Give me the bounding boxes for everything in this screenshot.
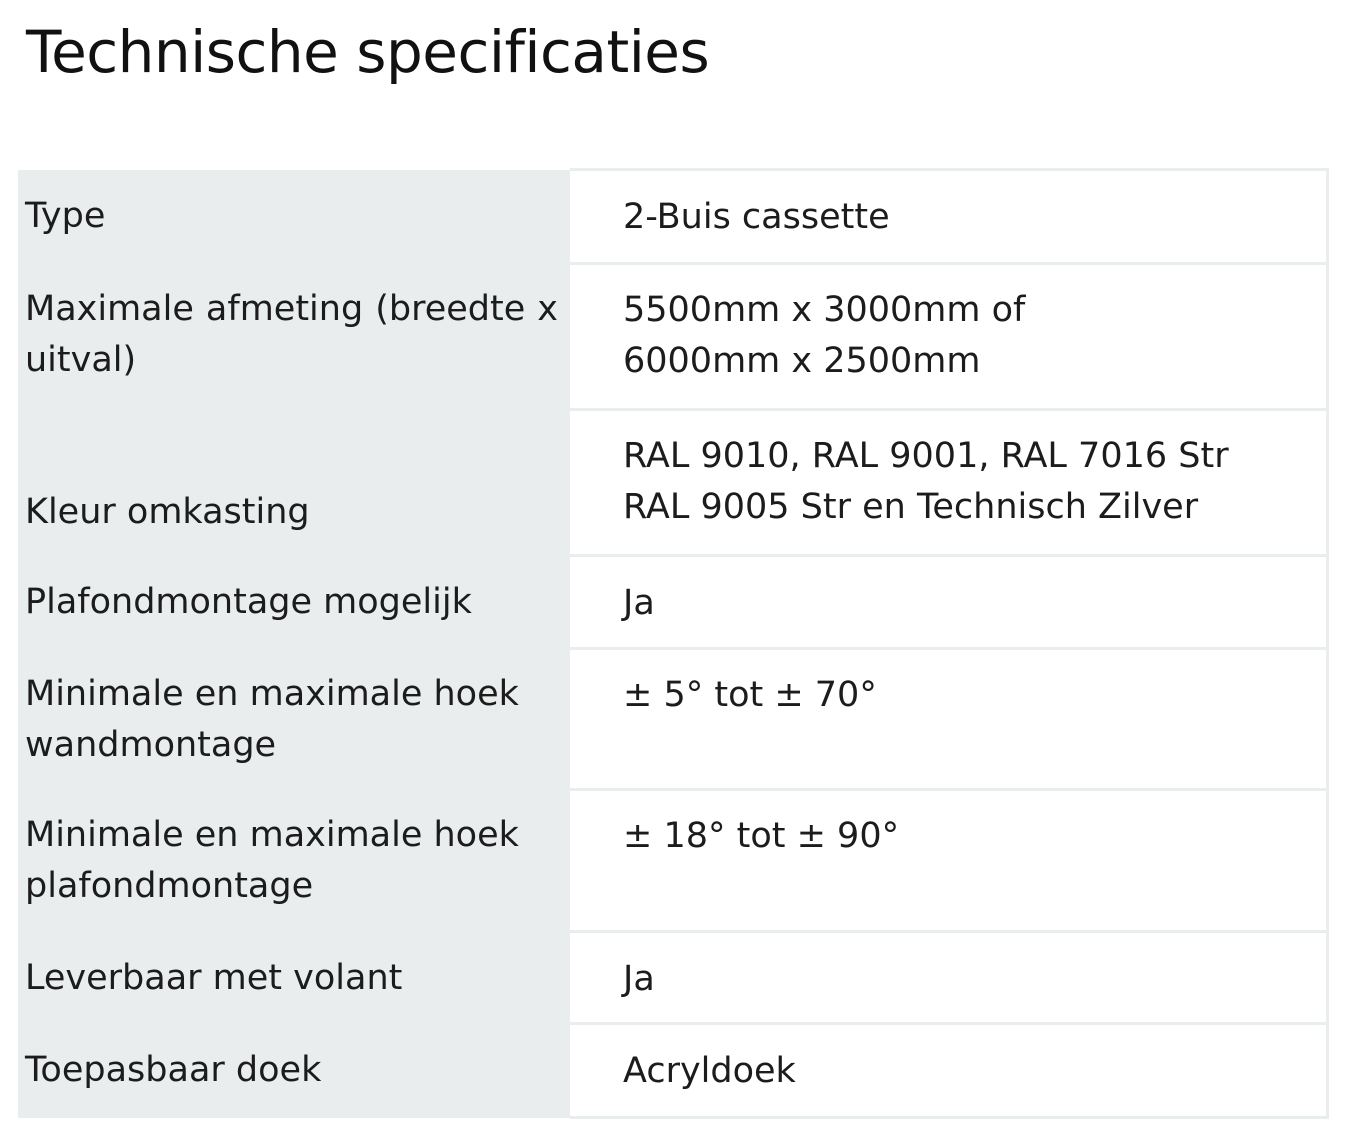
spec-row-ceiling-mount	[18, 556, 1327, 649]
spec-label-cell	[18, 410, 571, 556]
spec-row-dimensions	[18, 264, 1327, 410]
spec-row-valance	[18, 932, 1327, 1024]
spec-value-cell	[571, 264, 1327, 410]
spec-label: Kleur omkasting	[25, 491, 310, 532]
spec-value: ± 5° tot ± 70°	[623, 675, 877, 715]
spec-value-cell	[571, 170, 1327, 264]
spec-value: 2-Buis cassette	[623, 197, 890, 237]
page-title: Technische specificaties	[26, 18, 710, 86]
spec-value: 5500mm x 3000mm of 6000mm x 2500mm	[623, 290, 1026, 381]
spec-value: ± 18° tot ± 90°	[623, 816, 900, 856]
spec-label: Leverbaar met volant	[25, 957, 403, 998]
spec-row-fabric	[18, 1024, 1327, 1118]
spec-value-cell	[571, 556, 1327, 649]
spec-label-cell	[18, 264, 571, 410]
spec-row-type	[18, 170, 1327, 264]
spec-label-cell	[18, 932, 571, 1024]
spec-label-cell	[18, 556, 571, 649]
spec-value: RAL 9010, RAL 9001, RAL 7016 Str RAL 9005 Str en Technisch Zilver	[623, 436, 1229, 527]
spec-value: Acryldoek	[623, 1051, 796, 1091]
spec-value-cell	[571, 649, 1327, 790]
spec-label: Plafondmontage mogelijk	[25, 581, 472, 622]
spec-row-ceiling-angle	[18, 790, 1327, 932]
spec-label-cell	[18, 1024, 571, 1118]
spec-row-color	[18, 410, 1327, 556]
spec-row-wall-angle	[18, 649, 1327, 790]
spec-value-cell	[571, 1024, 1327, 1118]
spec-value: Ja	[623, 583, 655, 623]
spec-value: Ja	[623, 959, 655, 999]
spec-label: Minimale en maximale hoek wandmontage	[25, 673, 519, 765]
spec-label: Type	[25, 195, 106, 236]
spec-value-cell	[571, 932, 1327, 1024]
spec-label-cell	[18, 649, 571, 790]
spec-label-cell	[18, 790, 571, 932]
spec-value-cell	[571, 790, 1327, 932]
spec-table	[18, 168, 1329, 1119]
spec-label: Minimale en maximale hoek plafondmontage	[25, 814, 519, 906]
spec-label: Toepasbaar doek	[25, 1049, 322, 1090]
spec-value-cell	[571, 410, 1327, 556]
spec-label: Maximale afmeting (breedte x uitval)	[25, 288, 558, 380]
spec-label-cell	[18, 170, 571, 264]
